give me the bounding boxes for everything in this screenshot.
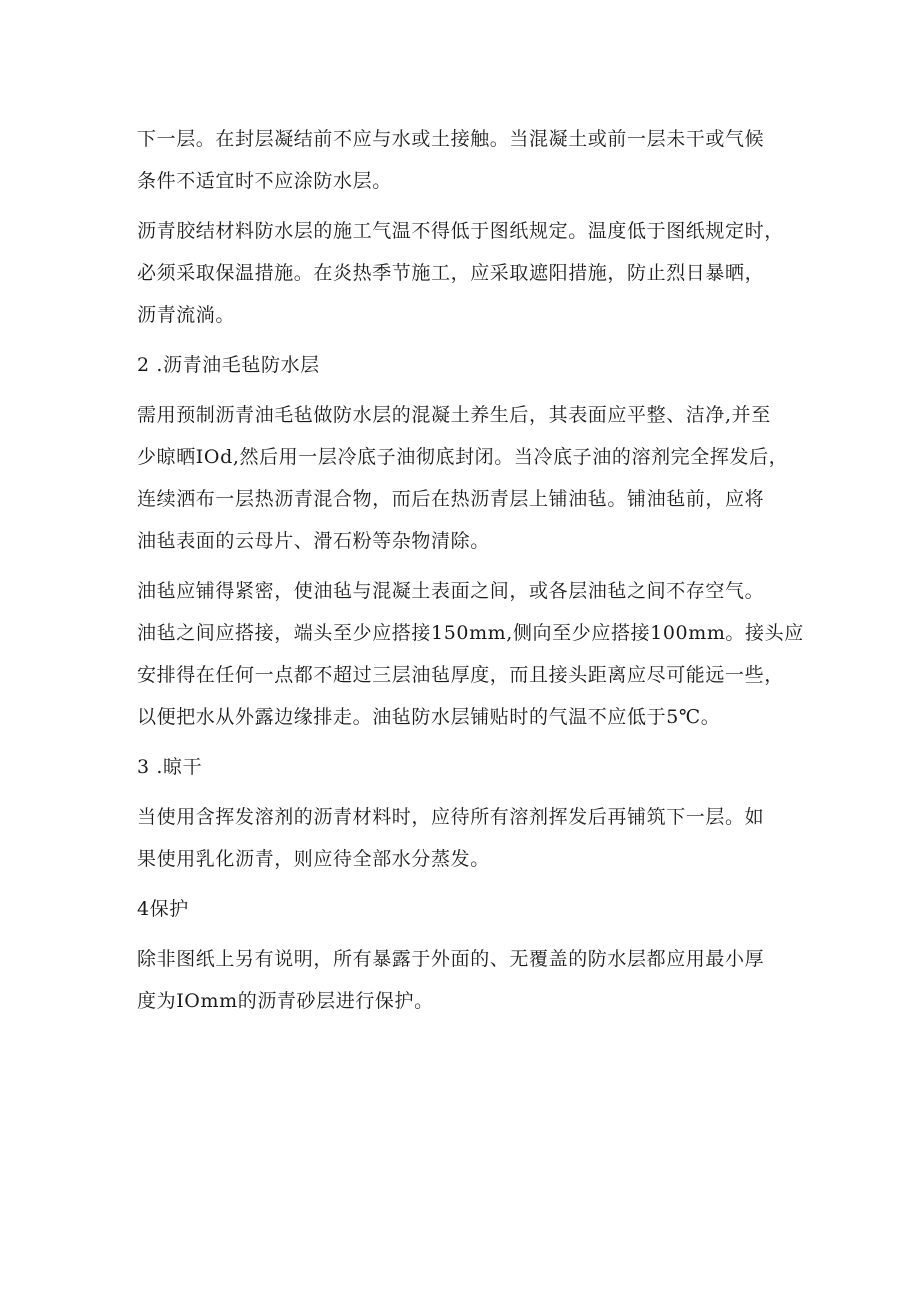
text-line: 度为IOmm的沥青砂层进行保护。: [137, 990, 434, 1012]
section-heading: [137, 746, 797, 788]
text-line: 条件不适宜时不应涂防水层。: [137, 170, 392, 192]
heading-text: 4保护: [137, 898, 189, 920]
text-line: 果使用乳化沥青，则应待全部水分蒸发。: [137, 848, 490, 870]
text-line: 油毡之间应搭接，端头至少应搭接150mm,侧向至少应搭接100mm。接头应: [137, 622, 804, 644]
text-line: 除非图纸上另有说明，所有暴露于外面的、无覆盖的防水层都应用最小厚: [137, 948, 765, 970]
paragraph: [137, 394, 797, 562]
section-heading: [137, 888, 797, 930]
text-line: 需用预制沥青油毛毡做防水层的混凝土养生后，其表面应平整、洁净,并至: [137, 404, 771, 426]
heading-text: 3 .晾干: [137, 756, 203, 778]
text-line: 下一层。在封层凝结前不应与水或土接触。当混凝土或前一层未干或气候: [137, 128, 765, 150]
text-line: 沥青胶结材料防水层的施工气温不得低于图纸规定。温度低于图纸规定时，: [137, 220, 784, 242]
text-line: 当使用含挥发溶剂的沥青材料时，应待所有溶剂挥发后再铺筑下一层。如: [137, 806, 765, 828]
paragraph: [137, 210, 797, 336]
text-line: 必须采取保温措施。在炎热季节施工，应采取遮阳措施，防止烈日暴晒，: [137, 262, 765, 284]
text-line: 油毡表面的云母片、滑石粉等杂物清除。: [137, 530, 490, 552]
text-line: 少晾晒IOd,然后用一层冷底子油彻底封闭。当冷底子油的溶剂完全挥发后，: [137, 446, 789, 468]
heading-text: 2 .沥青油毛毡防水层: [137, 354, 320, 376]
text-line: 连续洒布一层热沥青混合物，而后在热沥青层上铺油毡。铺油毡前，应将: [137, 488, 765, 510]
paragraph: [137, 570, 804, 738]
section-heading: [137, 344, 797, 386]
paragraph: [137, 118, 797, 202]
text-line: 以便把水从外露边缘排走。油毡防水层铺贴时的气温不应低于5℃。: [137, 706, 721, 728]
paragraph: [137, 796, 797, 880]
text-line: 沥青流淌。: [137, 304, 236, 326]
document-body: [137, 118, 804, 1030]
paragraph: [137, 938, 797, 1022]
text-line: 安排得在任何一点都不超过三层油毡厚度，而且接头距离应尽可能远一些，: [137, 664, 784, 686]
text-line: 油毡应铺得紧密，使油毡与混凝土表面之间，或各层油毡之间不存空气。: [137, 580, 765, 602]
